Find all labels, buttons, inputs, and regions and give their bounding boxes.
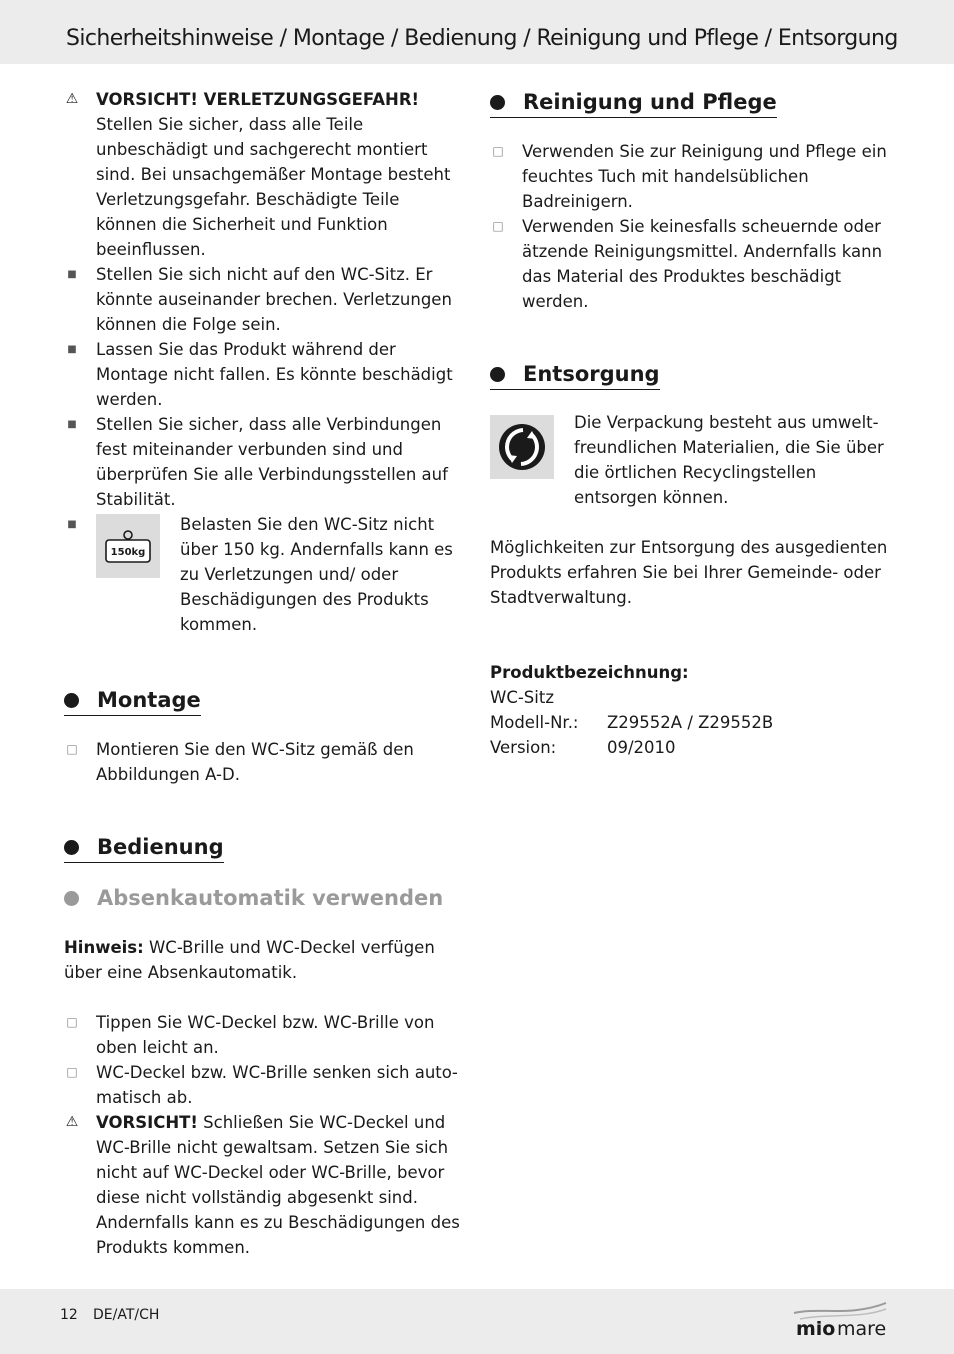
page-header bbox=[0, 0, 954, 64]
page-footer bbox=[0, 1289, 954, 1354]
list-item-text: Stellen Sie sicher, dass alle Verbindungen fest miteinander verbunden sind und überprüfen Sie alle Verbindungsstellen auf Stabilität. bbox=[96, 415, 448, 509]
weight-icon bbox=[96, 514, 160, 578]
note-text: WC-Brille und WC-Deckel verfügen über eine Absenkautomatik. bbox=[64, 938, 435, 982]
product-name: WC-Sitz bbox=[490, 688, 554, 707]
green-dot-recycling-icon bbox=[490, 415, 554, 479]
logo-brand-b: mare bbox=[837, 1318, 887, 1339]
open-square-bullet-icon: □ bbox=[66, 742, 78, 756]
square-bullet-icon: ■ bbox=[67, 344, 77, 355]
open-square-bullet-icon: □ bbox=[66, 1015, 78, 1029]
safety-warning bbox=[64, 87, 464, 262]
warning-triangle-icon: ⚠ bbox=[65, 91, 79, 107]
model-value: Z29552A / Z29552B bbox=[607, 713, 774, 732]
list-item bbox=[64, 262, 464, 337]
page-title: Sicherheitshinweise / Montage / Bedienung / Reinigung und Pflege / Entsorgung bbox=[66, 26, 898, 51]
list-item-text: Verwenden Sie zur Reinigung und Pflege ein feuchtes Tuch mit handelsüblichen Badreinigern. bbox=[522, 142, 887, 211]
country-codes: DE/AT/CH bbox=[93, 1307, 160, 1323]
list-item-text: Tippen Sie WC-Deckel bzw. WC-Brille von oben leicht an. bbox=[96, 1013, 435, 1057]
load-text: Belasten Sie den WC-Sitz nicht über 150 kg. Andernfalls kann es zu Verletzungen und/ oder Beschädigungen des Produkts kommen. bbox=[180, 515, 453, 634]
warning-triangle-icon: ⚠ bbox=[65, 1114, 79, 1130]
disposal-text: Möglichkeiten zur Entsorgung des ausgedienten Produkts erfahren Sie bei Ihrer Gemeinde- oder Stadtverwaltung. bbox=[490, 538, 888, 607]
list-item bbox=[64, 412, 464, 512]
list-item-text: Stellen Sie sich nicht auf den WC-Sitz. Er könnte auseinander brechen. Verletzungen können die Folge sein. bbox=[96, 265, 452, 334]
heading-entsorgung: Entsorgung bbox=[490, 359, 660, 390]
square-bullet-icon: ■ bbox=[67, 269, 77, 280]
logo-brand-a: mio bbox=[796, 1318, 836, 1339]
version-row bbox=[490, 735, 900, 760]
list-item bbox=[490, 214, 900, 314]
warning-title: VORSICHT! VERLETZUNGSGEFAHR! bbox=[96, 90, 420, 109]
open-square-bullet-icon: □ bbox=[492, 219, 504, 233]
square-bullet-icon: ■ bbox=[67, 519, 77, 530]
warning-label: VORSICHT! bbox=[96, 1113, 198, 1132]
list-item-text: Lassen Sie das Produkt während der Montage nicht fallen. Es könnte beschädigt werden. bbox=[96, 340, 453, 409]
page-number: 12 bbox=[60, 1307, 78, 1323]
square-bullet-icon: ■ bbox=[67, 419, 77, 430]
heading-reinigung: Reinigung und Pflege bbox=[490, 87, 777, 118]
heading-bedienung: Bedienung bbox=[64, 832, 224, 863]
product-label: Produktbezeichnung: bbox=[490, 663, 689, 682]
list-item-text: Verwenden Sie keinesfalls scheuernde oder ätzende Reinigungsmittel. Andernfalls kann das Material des Produktes beschädigt werden. bbox=[522, 217, 883, 311]
packaging-text: Die Verpackung besteht aus umweltfreundlichen Materialien, die Sie über die örtlichen Recyclingstellen entsorgen können. bbox=[574, 413, 884, 507]
model-label: Modell-Nr.: bbox=[490, 713, 579, 732]
list-item bbox=[64, 1060, 464, 1110]
open-square-bullet-icon: □ bbox=[66, 1065, 78, 1079]
note-label: Hinweis: bbox=[64, 938, 144, 957]
list-item bbox=[64, 512, 464, 637]
bedienung-warning bbox=[64, 1110, 464, 1260]
model-row bbox=[490, 710, 900, 735]
warning-text: Schließen Sie WC-Deckel und WC-Brille nicht gewaltsam. Setzen Sie sich nicht auf WC-Deckel oder WC-Brille, bevor diese nicht vollständig abgesenkt sind. Andernfalls kann es zu Beschädigungen des Produkts kommen. bbox=[96, 1113, 460, 1257]
miomare-logo bbox=[790, 1299, 890, 1343]
packaging-block bbox=[490, 410, 900, 510]
list-item-text: Montieren Sie den WC-Sitz gemäß den Abbildungen A-D. bbox=[96, 740, 414, 784]
open-square-bullet-icon: □ bbox=[492, 144, 504, 158]
list-item-text: WC-Deckel bzw. WC-Brille senken sich automatisch ab. bbox=[96, 1063, 458, 1107]
list-item bbox=[64, 737, 464, 787]
subheading-absenkautomatik: Absenkautomatik verwenden bbox=[64, 883, 464, 913]
note bbox=[64, 935, 464, 985]
left-column bbox=[64, 87, 464, 1260]
list-item bbox=[64, 337, 464, 412]
version-value: 09/2010 bbox=[607, 738, 676, 757]
list-item bbox=[64, 1010, 464, 1060]
right-column bbox=[490, 87, 900, 760]
weight-icon-label: 150kg bbox=[110, 547, 146, 558]
version-label: Version: bbox=[490, 738, 557, 757]
heading-montage: Montage bbox=[64, 685, 201, 716]
list-item bbox=[490, 139, 900, 214]
warning-text: Stellen Sie sicher, dass alle Teile unbeschädigt und sachgerecht montiert sind. Bei unsachgemäßer Montage besteht Verletzungsgefahr. Beschädigte Teile können die Sicherheit und Funktion beeinflussen. bbox=[96, 115, 451, 259]
